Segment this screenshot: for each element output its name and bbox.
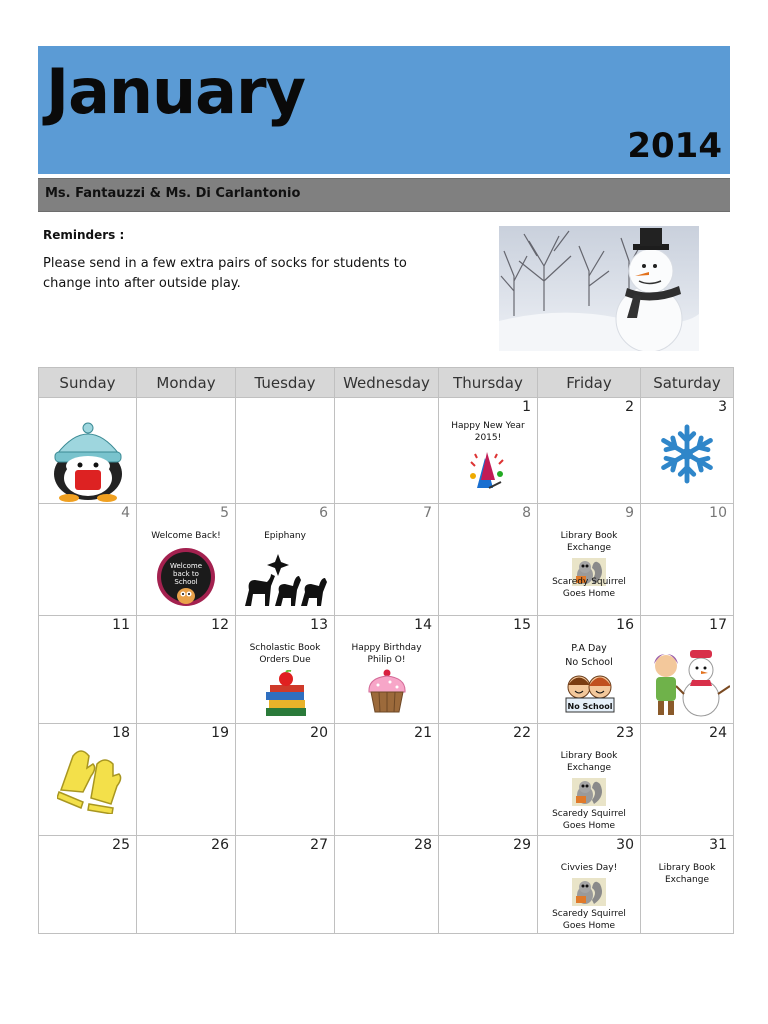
day-number: 22 [513, 725, 531, 741]
year-title: 2014 [627, 126, 722, 166]
day-cell [39, 724, 137, 836]
day-cell [439, 836, 538, 934]
event-text: Scaredy Squirrel Goes Home [552, 809, 626, 831]
month-banner [38, 46, 730, 174]
day-number: 8 [522, 505, 531, 521]
day-cell [641, 504, 734, 616]
day-cell [39, 616, 137, 724]
day-number: 14 [414, 617, 432, 633]
day-cell [538, 398, 641, 504]
day-cell [236, 836, 335, 934]
fireworks-icon [467, 450, 507, 490]
day-number: 31 [709, 837, 727, 853]
day-number: 11 [112, 617, 130, 633]
day-cell [39, 504, 137, 616]
event-text: Library Book Exchange [658, 863, 716, 885]
teacher-bar [38, 178, 730, 212]
day-cell [137, 504, 236, 616]
day-number: 7 [423, 505, 432, 521]
three-kings-icon [241, 546, 331, 608]
event-text: Scaredy Squirrel Goes Home [552, 577, 626, 599]
day-number: 28 [414, 837, 432, 853]
day-number: 2 [625, 399, 634, 415]
day-cell [137, 724, 236, 836]
cupcake-icon [366, 668, 408, 714]
day-number: 30 [616, 837, 634, 853]
event-text: Scholastic Book Orders Due [249, 643, 321, 665]
day-cell [538, 504, 641, 616]
mittens-icon [57, 748, 123, 814]
calendar-grid [38, 367, 734, 934]
event-text: Library Book Exchange [560, 531, 618, 553]
day-cell [439, 724, 538, 836]
weekday-thursday: Thursday [439, 368, 538, 398]
day-number: 9 [625, 505, 634, 521]
day-cell [335, 724, 439, 836]
event-text: Epiphany [264, 531, 306, 541]
day-cell [335, 398, 439, 504]
kids-snowman-icon [646, 640, 730, 718]
day-number: 3 [718, 399, 727, 415]
day-cell [39, 836, 137, 934]
squirrel-icon [572, 878, 606, 906]
day-number: 18 [112, 725, 130, 741]
day-cell [538, 836, 641, 934]
day-cell [641, 398, 734, 504]
day-number: 26 [211, 837, 229, 853]
day-number: 4 [121, 505, 130, 521]
reminders-heading: Reminders : [43, 228, 125, 242]
day-cell [538, 616, 641, 724]
day-cell [439, 616, 538, 724]
day-cell [439, 504, 538, 616]
svg-text:back to: back to [173, 570, 199, 578]
event-text: P.A Day No School [565, 643, 613, 668]
day-cell [335, 504, 439, 616]
week-row [39, 504, 734, 616]
weekday-sunday: Sunday [39, 368, 137, 398]
snowflake-icon [658, 422, 716, 486]
day-number: 15 [513, 617, 531, 633]
day-cell [641, 616, 734, 724]
books-apple-icon [264, 670, 308, 718]
day-number: 24 [709, 725, 727, 741]
week-row [39, 836, 734, 934]
weekday-header-row [39, 368, 734, 398]
day-number: 21 [414, 725, 432, 741]
day-number: 10 [709, 505, 727, 521]
event-text: Civvies Day! [560, 863, 618, 873]
weekday-wednesday: Wednesday [335, 368, 439, 398]
event-text: Happy New Year 2015! [451, 421, 525, 443]
day-cell [335, 836, 439, 934]
month-title: January [46, 55, 306, 128]
event-text: Welcome Back! [151, 531, 221, 541]
day-number: 29 [513, 837, 531, 853]
day-number: 23 [616, 725, 634, 741]
teacher-names: Ms. Fantauzzi & Ms. Di Carlantonio [45, 186, 301, 201]
day-number: 25 [112, 837, 130, 853]
svg-text:Welcome: Welcome [169, 562, 203, 570]
day-number: 12 [211, 617, 229, 633]
day-cell [39, 398, 137, 504]
welcome-back-owl-icon [156, 546, 216, 608]
week-row [39, 724, 734, 836]
day-cell [641, 836, 734, 934]
no-school-kids-icon [564, 672, 616, 714]
day-cell [236, 616, 335, 724]
reminders-text: Please send in a few extra pairs of socks for students to change into after outside play. [43, 256, 407, 291]
day-cell [137, 836, 236, 934]
day-number: 1 [522, 399, 531, 415]
day-number: 20 [310, 725, 328, 741]
day-number: 17 [709, 617, 727, 633]
day-cell [236, 724, 335, 836]
weekday-saturday: Saturday [641, 368, 734, 398]
event-text: Happy Birthday Philip O! [351, 643, 422, 665]
day-number: 27 [310, 837, 328, 853]
day-cell [137, 616, 236, 724]
weekday-monday: Monday [137, 368, 236, 398]
event-text: Library Book Exchange [560, 751, 618, 773]
penguin-icon [51, 422, 125, 502]
day-cell [439, 398, 538, 504]
day-cell [641, 724, 734, 836]
day-number: 13 [310, 617, 328, 633]
day-cell [236, 504, 335, 616]
event-text: Scaredy Squirrel Goes Home [552, 909, 626, 931]
day-number: 19 [211, 725, 229, 741]
squirrel-icon [572, 778, 606, 806]
svg-text:No School: No School [567, 702, 613, 711]
weekday-tuesday: Tuesday [236, 368, 335, 398]
weekday-friday: Friday [538, 368, 641, 398]
day-cell [236, 398, 335, 504]
day-number: 16 [616, 617, 634, 633]
day-number: 6 [319, 505, 328, 521]
week-row [39, 616, 734, 724]
week-row [39, 398, 734, 504]
day-cell [335, 616, 439, 724]
svg-text:School: School [174, 578, 198, 586]
day-cell [538, 724, 641, 836]
snowman-photo [499, 226, 699, 351]
day-number: 5 [220, 505, 229, 521]
day-cell [137, 398, 236, 504]
